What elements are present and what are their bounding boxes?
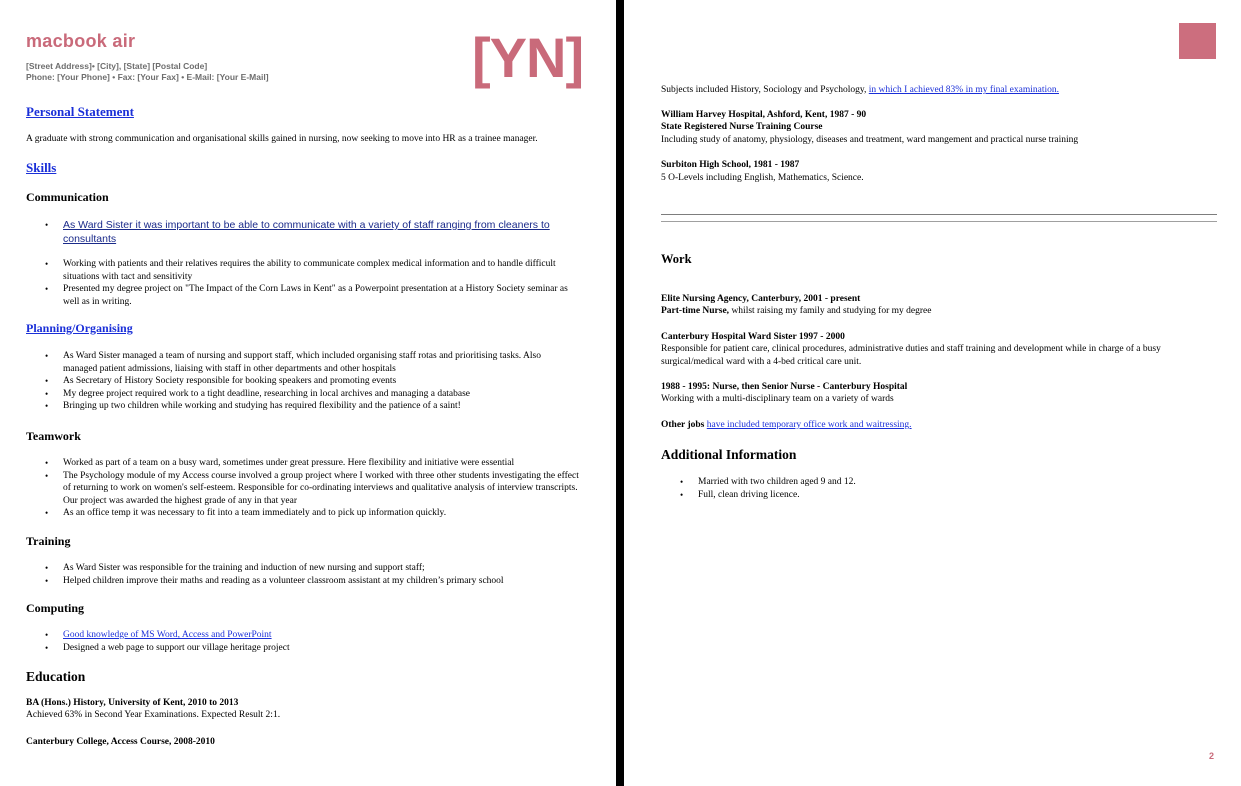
list-item: • Helped children improve their maths and reading as a volunteer classroom assistant at my children’s primary school [26, 575, 586, 588]
work-heading: Work [661, 252, 692, 266]
list-item: • My degree project required work to a tight deadline, researching in local archives and managing a database [26, 388, 571, 401]
hospital-subtitle: State Registered Nurse Training Course [661, 122, 823, 132]
work-entry-detail: Working with a multi-disciplinary team on a variety of wards [661, 394, 894, 404]
additional-heading: Additional Information [661, 447, 797, 462]
education-entry-title: Canterbury College, Access Course, 2008-2010 [26, 737, 215, 747]
initials-logo: [YN] [472, 26, 584, 89]
resume-page-1 [0, 0, 616, 786]
hospital-detail: Including study of anatomy, physiology, diseases and treatment, ward mangement and practical nurse training [661, 135, 1079, 145]
list-item: • Married with two children aged 9 and 12. [661, 476, 1161, 489]
teamwork-list [26, 457, 586, 520]
communication-link-list [26, 219, 566, 246]
hospital-title: William Harvey Hospital, Ashford, Kent, 1987 - 90 [661, 110, 867, 120]
list-item: • The Psychology module of my Access course involved a group project where I worked with three other students investigating the effect of returning to work on women's self-esteem. Responsible for co-ordinating interviews and qualitative analysis of interview transcripts. Our project was awarded the highest grade of any in that year [26, 470, 586, 508]
training-heading: Training [26, 534, 71, 548]
other-jobs-link[interactable]: have included temporary office work and waitressing. [706, 420, 912, 430]
work-role-label: Part-time Nurse, [661, 306, 730, 316]
computing-list [26, 629, 586, 654]
list-item: • Working with patients and their relatives requires the ability to communicate complex medical information and to handle difficult situations with tact and sensitivity [26, 258, 571, 283]
additional-list [661, 476, 1161, 501]
resume-name: macbook air [26, 31, 136, 51]
work-entry-title: Canterbury Hospital Ward Sister 1997 - 2000 [661, 332, 845, 342]
work-entry-role [661, 305, 931, 318]
computing-heading: Computing [26, 601, 85, 615]
teamwork-heading: Teamwork [26, 429, 81, 443]
education-continued [661, 84, 1059, 97]
planning-list [26, 350, 571, 413]
address-line: [Street Address]• [City], [State] [Postal Code] [26, 61, 208, 71]
list-item: • Full, clean driving licence. [661, 489, 1161, 502]
list-item: • Worked as part of a team on a busy ward, sometimes under great pressure. Here flexibility and initiative were essential [26, 457, 586, 470]
personal-statement-heading[interactable]: Personal Statement [26, 104, 134, 119]
page-number: 2 [1209, 751, 1215, 761]
other-jobs-label: Other jobs [661, 420, 705, 430]
training-list [26, 562, 586, 587]
list-item: • As Secretary of History Society responsible for booking speakers and promoting events [26, 375, 571, 388]
communication-link-text[interactable]: As Ward Sister it was important to be able to communicate with a variety of staff ranging from cleaners to consultants [63, 219, 550, 245]
education-heading: Education [26, 669, 86, 684]
communication-list [26, 258, 571, 308]
section-rule [661, 221, 1217, 222]
communication-heading: Communication [26, 190, 109, 204]
list-item: • As Ward Sister was responsible for the training and induction of new nursing and support staff; [26, 562, 586, 575]
computing-link-text[interactable]: Good knowledge of MS Word, Access and PowerPoint [63, 630, 272, 640]
list-item: • As an office temp it was necessary to fit into a team immediately and to pick up information quickly. [26, 507, 586, 520]
education-entry-detail: Achieved 63% in Second Year Examinations. Expected Result 2:1. [26, 710, 281, 720]
work-entry-detail: Responsible for patient care, clinical procedures, administrative duties and staff training and development while in charge of a busy surgical/medical ward with a 4-bed critical care unit. [661, 344, 1161, 367]
resume-page-2 [624, 0, 1241, 786]
work-entry-title: Elite Nursing Agency, Canterbury, 2001 - present [661, 294, 861, 304]
list-item: • Designed a web page to support our village heritage project [26, 642, 586, 655]
planning-heading[interactable]: Planning/Organising [26, 321, 133, 335]
section-rule [661, 214, 1217, 215]
school-title: Surbiton High School, 1981 - 1987 [661, 160, 800, 170]
personal-statement-text: A graduate with strong communication and organisational skills gained in nursing, now seeking to move into HR as a trainee manager. [26, 134, 538, 144]
list-item: • As Ward Sister managed a team of nursing and support staff, which included organising staff rotas and prioritising tasks. Also managed patient admissions, liaising with staff in other departments and other hospitals [26, 350, 571, 375]
school-detail: 5 O-Levels including English, Mathematics, Science. [661, 173, 864, 183]
list-item: • Presented my degree project on "The Impact of the Corn Laws in Kent" as a Powerpoint presentation at a History Society seminar as well as in writing. [26, 283, 571, 308]
list-item[interactable] [26, 219, 566, 246]
work-entry-title: 1988 - 1995: Nurse, then Senior Nurse - Canterbury Hospital [661, 382, 908, 392]
list-item: • Bringing up two children while working and studying has required flexibility and the patience of a saint! [26, 400, 571, 413]
education-entry-title: BA (Hons.) History, University of Kent, 2010 to 2013 [26, 698, 239, 708]
other-jobs [661, 419, 912, 432]
list-item[interactable] [26, 629, 586, 642]
work-role-detail: whilst raising my family and studying for my degree [729, 306, 932, 316]
page-divider [616, 0, 624, 786]
skills-heading[interactable]: Skills [26, 160, 57, 175]
accent-square [1179, 23, 1216, 59]
education-continued-link[interactable]: in which I achieved 83% in my final examination. [868, 85, 1059, 95]
education-continued-text: Subjects included History, Sociology and Psychology, [661, 85, 867, 95]
contact-line: Phone: [Your Phone] • Fax: [Your Fax] • E-Mail: [Your E-Mail] [26, 72, 269, 82]
